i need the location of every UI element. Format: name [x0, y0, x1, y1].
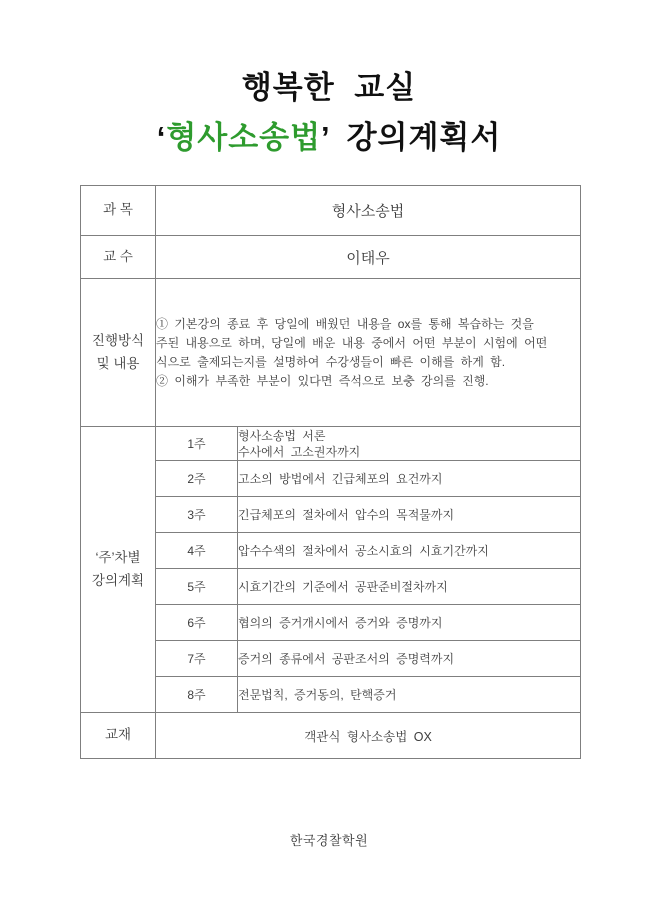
- week-number: 4주: [156, 533, 238, 569]
- table-row-week-1: [81, 427, 581, 461]
- textbook-label: 교재: [81, 713, 156, 759]
- footer-academy-name: 한국경찰학원: [289, 833, 369, 848]
- table-row-week-3: [81, 497, 581, 533]
- method-line: ① 기본강의 종료 후 당일에 배웠던 내용을 ox를 통해 복습하는 것을: [156, 316, 534, 331]
- week-number: 3주: [156, 497, 238, 533]
- week-description-line: 전문법칙, 증거동의, 탄핵증거: [238, 687, 397, 702]
- week-description-line: 형사소송법 서론: [238, 428, 326, 443]
- table-row-week-2: [81, 461, 581, 497]
- method-line: 주된 내용으로 하며, 당일에 배운 내용 중에서 어떤 부분이 시험에 어떤: [156, 335, 548, 350]
- week-description-line: 시효기간의 기준에서 공판준비절차까지: [238, 579, 448, 594]
- week-number: 5주: [156, 569, 238, 605]
- subject-value: 형사소송법: [156, 186, 581, 236]
- week-description-line: 협의의 증거개시에서 증거와 증명까지: [238, 615, 443, 630]
- week-number: 8주: [156, 677, 238, 713]
- method-label: [81, 279, 156, 427]
- table-row-subject: [81, 186, 581, 236]
- method-label-line1: 진행방식: [91, 333, 145, 349]
- table-row-textbook: [81, 713, 581, 759]
- weekly-plan-label: [81, 427, 156, 713]
- week-description-line: 고소의 방법에서 긴급체포의 요건까지: [238, 471, 443, 486]
- subtitle-rest: 강의계획서: [346, 120, 502, 155]
- weekly-plan-label-line1: ‘주’차별: [95, 550, 141, 566]
- subtitle-highlight: 형사소송법: [166, 120, 322, 155]
- subject-label: 과 목: [81, 186, 156, 236]
- method-label-line2: 및 내용: [96, 355, 140, 371]
- week-description: [238, 497, 581, 533]
- table-row-week-7: [81, 641, 581, 677]
- week-number: 1주: [156, 427, 238, 461]
- weekly-plan-label-line2: 강의계획: [91, 572, 145, 588]
- week-description-line: 증거의 종류에서 공판조서의 증명력까지: [238, 651, 455, 666]
- table-row-week-6: [81, 605, 581, 641]
- subtitle-quote-open: ‘: [156, 120, 167, 155]
- table-row-method: [81, 279, 581, 427]
- table-row-week-5: [81, 569, 581, 605]
- week-description: [238, 677, 581, 713]
- week-description-line: 긴급체포의 절차에서 압수의 목적물까지: [238, 507, 455, 522]
- professor-label: 교 수: [81, 236, 156, 279]
- page-title: 행복한 교실: [241, 70, 417, 105]
- week-number: 7주: [156, 641, 238, 677]
- method-content: [156, 279, 581, 427]
- lecture-plan-table: [80, 185, 581, 759]
- week-description: [238, 533, 581, 569]
- week-number: 6주: [156, 605, 238, 641]
- table-row-week-8: [81, 677, 581, 713]
- method-line: 식으로 출제되는지를 설명하여 수강생들이 빠른 이해를 하게 함.: [156, 354, 506, 369]
- method-line: ② 이해가 부족한 부분이 있다면 즉석으로 보충 강의를 진행.: [156, 373, 489, 388]
- professor-value: 이태우: [156, 236, 581, 279]
- week-number: 2주: [156, 461, 238, 497]
- subtitle-quote-close: ’: [321, 120, 330, 155]
- page-subtitle: [0, 112, 658, 157]
- week-description: [238, 461, 581, 497]
- week-description: [238, 569, 581, 605]
- week-description-line: 수사에서 고소권자까지: [238, 444, 361, 459]
- week-description: [238, 427, 581, 461]
- week-description: [238, 605, 581, 641]
- table-row-professor: [81, 236, 581, 279]
- week-description-line: 압수수색의 절차에서 공소시효의 시효기간까지: [238, 543, 489, 558]
- table-row-week-4: [81, 533, 581, 569]
- week-description: [238, 641, 581, 677]
- textbook-value: 객관식 형사소송법 OX: [156, 713, 581, 759]
